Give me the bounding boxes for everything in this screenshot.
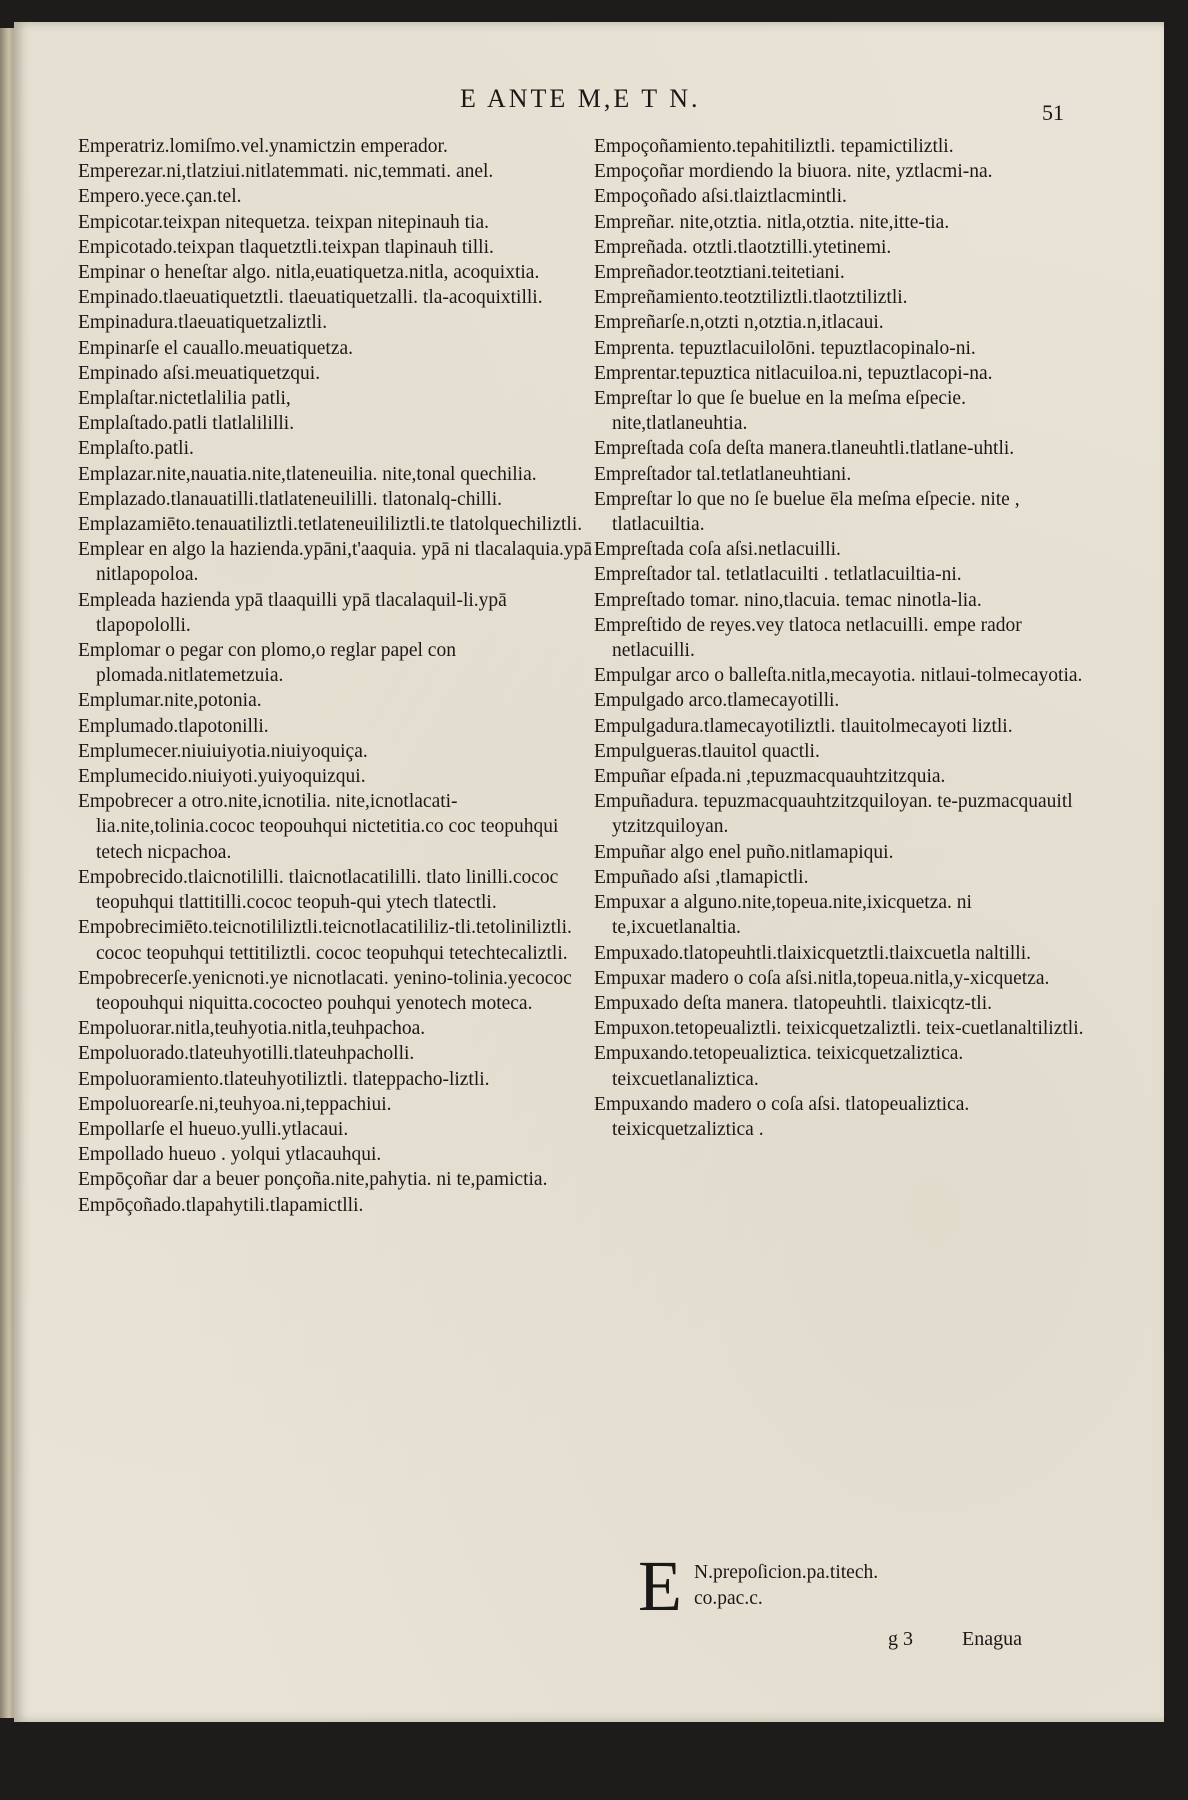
- entry: Emplazado.tlanauatilli.tlatlateneuililli. tlatonalq-chilli.: [78, 488, 502, 510]
- entry: Empoçoñar mordiendo la biuora. nite, yztlacmi-na.: [594, 161, 993, 183]
- entry: Emprentar.tepuztica nitlacuiloa.ni, tepuztlacopi-na.: [594, 362, 993, 384]
- signature-mark: g 3: [888, 1628, 913, 1650]
- entry: Empreſtar lo que no ſe buelue ēla meſma eſpecie. nite , tlatlacuiltia.: [594, 488, 1020, 536]
- entry: Emplomar o pegar con plomo,o reglar papel con plomada.nitlatemetzuia.: [78, 640, 456, 687]
- entry: Emplazar.nite,nauatia.nite,tlateneuilia. nite,tonal quechilia.: [78, 463, 537, 485]
- entry: Empōçoñar dar a beuer ponçoña.nite,pahytia. ni te,pamictia.: [78, 1169, 548, 1191]
- entry: Emplazamiēto.tenauatiliztli.tetlateneuililiztli.te tlatolquechiliztli.: [78, 514, 583, 536]
- entry: Empoluorar.nitla,teuhyotia.nitla,teuhpachoa.: [78, 1018, 426, 1040]
- entry: Emperezar.ni,tlatziui.nitlatemmati. nic,temmati. anel.: [78, 161, 494, 183]
- entry: Emplumar.nite,potonia.: [78, 690, 262, 712]
- entry: Empuxar madero o coſa aſsi.nitla,topeua.nitla,y-xicquetza.: [594, 967, 1050, 989]
- entry: Empollarſe el hueuo.yulli.ytlacaui.: [78, 1118, 349, 1140]
- entry: Empinarſe el cauallo.meuatiquetza.: [78, 337, 354, 359]
- entry: Empreſtada coſa aſsi.netlacuilli.: [594, 539, 841, 561]
- entry: Emplaſtar.nictetlalilia patli,: [78, 388, 291, 410]
- entry: Empollado hueuo . yolqui ytlacauhqui.: [78, 1144, 382, 1166]
- entry: Empicotar.teixpan nitequetza. teixpan nitepinauh tia.: [78, 211, 489, 233]
- entry: Empreſtido de reyes.vey tlatoca netlacuilli. empe rador netlacuilli.: [594, 614, 1022, 662]
- entry: Empulgadura.tlamecayotiliztli. tlauitolmecayoti liztli.: [594, 715, 1013, 737]
- entry: Empōçoñado.tlapahytili.tlapamictlli.: [78, 1194, 364, 1216]
- en-entry-line: N.prepoſicion.pa.titech.: [694, 1562, 879, 1583]
- entry: Empobrecerſe.yenicnoti.ye nicnotlacati. yenino-tolinia.yecococ teopouhqui niquitta.cococteo pouhqui yenotech moteca.: [78, 967, 572, 1014]
- entry: Emperatriz.lomiſmo.vel.ynamictzin emperador.: [78, 136, 448, 157]
- entry: Emplumado.tlapotonilli.: [78, 715, 269, 737]
- adjacent-page-edge: [0, 28, 14, 1718]
- entry: Empreñarſe.n,otzti n,otztia.n,itlacaui.: [594, 312, 884, 334]
- entry: Empuxado.tlatopeuhtli.tlaixicquetztli.tlaixcuetla naltilli.: [594, 942, 1032, 964]
- left-column: [78, 134, 598, 1218]
- entry: Empuñado aſsi ,tlamapictli.: [594, 866, 809, 888]
- entry: Empinar o heneſtar algo. nitla,euatiquetza.nitla, acoquixtia.: [78, 262, 540, 284]
- right-column: [594, 134, 1094, 1142]
- entry: Emplear en algo la hazienda.ypāni,t'aaquia. ypā ni tlacalaquia.ypā nitlapopoloa.: [78, 539, 593, 586]
- entry: Emplaſtado.patli tlatlalililli.: [78, 413, 295, 435]
- entry: Empuxar a alguno.nite,topeua.nite,ixicquetza. ni te,ixcuetlanaltia.: [594, 892, 972, 939]
- entry: Emplumecido.niuiyoti.yuiyoquizqui.: [78, 766, 366, 788]
- entry: Empuñar algo enel puño.nitlamapiqui.: [594, 841, 894, 863]
- entry: Empinadura.tlaeuatiquetzaliztli.: [78, 312, 328, 334]
- page-number: 51: [1042, 100, 1064, 125]
- entry: Empobrecido.tlaicnotililli. tlaicnotlacatililli. tlato linilli.cococ teopuhqui tlattitilli.cococ teopuh-qui ytech tlatectli.: [78, 866, 559, 914]
- entry: Empicotado.teixpan tlaquetztli.teixpan tlapinauh tilli.: [78, 236, 494, 258]
- entry: Empulgueras.tlauitol quactli.: [594, 740, 820, 762]
- entry: Empuxado deſta manera. tlatopeuhtli. tlaixicqtz-tli.: [594, 992, 992, 1014]
- catchword: Enagua: [962, 1628, 1022, 1650]
- entry: Empulgado arco.tlamecayotilli.: [594, 690, 840, 712]
- entry: Empreſtar lo que ſe buelue en la meſma eſpecie. nite,tlatlaneuhtia.: [594, 388, 966, 435]
- en-section: [638, 1546, 998, 1626]
- entry: Empoluoramiento.tlateuhyotiliztli. tlateppacho-liztli.: [78, 1068, 490, 1090]
- entry: Empoluorado.tlateuhyotilli.tlateuhpacholli.: [78, 1043, 415, 1065]
- entry: Empoluorearſe.ni,teuhyoa.ni,teppachiui.: [78, 1093, 392, 1115]
- entry: Emplumecer.niuiuiyotia.niuiyoquiça.: [78, 740, 368, 762]
- entry: Empero.yece.çan.tel.: [78, 186, 242, 208]
- entry: Emprenta. tepuztlacuilolōni. tepuztlacopinalo-ni.: [594, 337, 976, 359]
- entry: Empreñamiento.teotztiliztli.tlaotztiliztli.: [594, 287, 908, 309]
- book-page: [14, 22, 1164, 1722]
- entry: Empreſtador tal.tetlatlaneuhtiani.: [594, 463, 852, 485]
- entry: Empoçoñado aſsi.tlaiztlacmintli.: [594, 186, 847, 208]
- entry: Empinado.tlaeuatiquetztli. tlaeuatiquetzalli. tla-acoquixtilli.: [78, 287, 543, 309]
- entry: Empreſtador tal. tetlatlacuilti . tetlatlacuiltia-ni.: [594, 564, 962, 586]
- entry: Empreñar. nite,otztia. nitla,otztia. nite,itte-tia.: [594, 211, 950, 233]
- running-head: E ANTE M,E T N.: [460, 84, 701, 113]
- entry: Empreſtada coſa deſta manera.tlaneuhtli.tlatlane-uhtli.: [594, 438, 1015, 460]
- entry: Empuxando madero o coſa aſsi. tlatopeualiztica. teixicquetzaliztica .: [594, 1093, 970, 1140]
- entry: Emplaſto.patli.: [78, 438, 194, 460]
- entry: Empulgar arco o balleſta.nitla,mecayotia. nitlaui-tolmecayotia.: [594, 665, 1083, 687]
- entry: Empuxon.tetopeualiztli. teixicquetzaliztli. teix-cuetlanaltiliztli.: [594, 1018, 1084, 1040]
- entry: Empreſtado tomar. nino,tlacuia. temac ninotla-lia.: [594, 589, 982, 611]
- entry: Empoçoñamiento.tepahitiliztli. tepamictiliztli.: [594, 136, 954, 157]
- en-entry-line: co.pac.c.: [694, 1588, 763, 1609]
- entry: Empinado aſsi.meuatiquetzqui.: [78, 362, 321, 384]
- entry: Empuñar eſpada.ni ,tepuzmacquauhtzitzquia.: [594, 766, 946, 788]
- entry: Empleada hazienda ypā tlaaquilli ypā tlacalaquil-li.ypā tlapopololli.: [78, 589, 507, 636]
- drop-cap: E: [638, 1546, 682, 1626]
- entry: Empobrecimiēto.teicnotililiztli.teicnotlacatililiz-tli.tetoliniliztli. cococ teopuhqui tettitiliztli. cococ teopuhqui tetechtecaliztli.: [78, 917, 572, 964]
- entry: Empreñador.teotztiani.teitetiani.: [594, 262, 845, 284]
- entry: Empuñadura. tepuzmacquauhtzitzquiloyan. te-puzmacquauitl ytzitzquiloyan.: [594, 791, 1073, 838]
- entry: Empobrecer a otro.nite,icnotilia. nite,icnotlacati-lia.nite,tolinia.cococ teopouhqui nictetitia.co coc teopuhqui tetech nicpachoa.: [78, 791, 559, 863]
- entry: Empreñada. otztli.tlaotztilli.ytetinemi.: [594, 236, 892, 258]
- entry: Empuxando.tetopeualiztica. teixicquetzaliztica. teixcuetlanaliztica.: [594, 1043, 964, 1090]
